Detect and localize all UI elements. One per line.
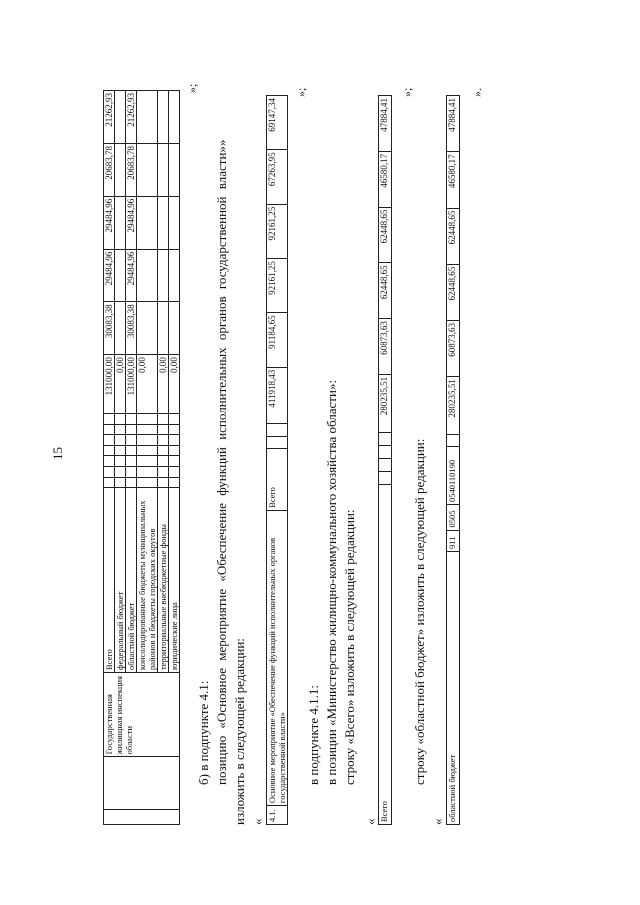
value-cell [115, 143, 126, 196]
paragraph-edit: изложить в следующей редакции: [232, 638, 247, 825]
value-cell: 29484,96 [104, 196, 115, 249]
value-cell [115, 91, 126, 144]
table-cell [115, 424, 126, 435]
empty-cell [267, 436, 288, 449]
table3-closing: »; [400, 87, 414, 97]
table-cell [104, 456, 115, 467]
row-label: федеральный бюджет [115, 488, 126, 673]
value-cell: 30083,38 [126, 302, 137, 355]
value-cell [169, 143, 180, 196]
subitem-b-heading: б) в подпункте 4.1: [196, 680, 211, 785]
table-cell [137, 445, 158, 456]
row-label: Всего [267, 449, 288, 510]
value-cell [169, 196, 180, 249]
table-cell [158, 424, 169, 435]
value-cell: 0,00 [158, 355, 169, 414]
table-cell [137, 414, 158, 425]
table-cell [158, 456, 169, 467]
value-cell [137, 143, 158, 196]
table-main-activity [266, 95, 288, 825]
value-cell: 29484,96 [126, 249, 137, 302]
value-cell: 69147,34 [267, 96, 288, 150]
table-cell [137, 456, 158, 467]
value-cell: 131000,00 [104, 355, 115, 414]
paragraph-regional-budget: строку «областной бюджет» изложить в следующей редакции: [412, 438, 427, 785]
table-cell [169, 467, 180, 478]
table-regional-budget-row [446, 95, 460, 825]
table-inspection [103, 90, 180, 825]
table-cell [169, 424, 180, 435]
table4-open-quote: « [430, 818, 445, 825]
row-label: Всего [379, 485, 392, 825]
table-cell [104, 414, 115, 425]
value-cell: 62448,65 [447, 208, 460, 264]
value-cell: 0,00 [137, 355, 158, 414]
table-cell [104, 477, 115, 488]
value-cell: 0,00 [169, 355, 180, 414]
table-cell [115, 435, 126, 446]
table-cell [126, 414, 137, 425]
value-cell: 280235,51 [379, 374, 392, 432]
table-cell [115, 445, 126, 456]
row-label: областной бюджет [126, 488, 137, 673]
row-label: территориальные внебюджетные фонды [158, 488, 169, 673]
value-cell [158, 143, 169, 196]
value-cell: 29484,96 [126, 196, 137, 249]
value-cell: 62448,65 [379, 207, 392, 263]
value-cell [137, 249, 158, 302]
table-cell [115, 456, 126, 467]
subitem-heading: в подпункте 4.1.1: [306, 685, 321, 785]
row-label: юридические лица [169, 488, 180, 673]
value-cell [115, 196, 126, 249]
table-cell [137, 467, 158, 478]
value-cell [169, 249, 180, 302]
table-total-row [378, 95, 392, 825]
value-cell: 0,00 [115, 355, 126, 414]
table-cell [158, 414, 169, 425]
paragraph-ministry: в позиции «Министерство жилищно-коммунального хозяйства области»: [324, 379, 339, 785]
value-cell [137, 91, 158, 144]
row-label: областной бюджет [447, 552, 460, 825]
table-cell [169, 477, 180, 488]
table2-closing: »; [294, 87, 308, 97]
table-cell [158, 467, 169, 478]
table-cell [158, 445, 169, 456]
value-cell: 91184,65 [267, 313, 288, 367]
table-cell [115, 414, 126, 425]
table-cell [158, 477, 169, 488]
value-cell: 20683,78 [104, 143, 115, 196]
table-cell [137, 477, 158, 488]
code-cell: 0505 [447, 505, 460, 531]
value-cell [115, 249, 126, 302]
table2-open-quote: « [250, 818, 265, 825]
value-cell [158, 302, 169, 355]
value-cell: 21262,93 [104, 91, 115, 144]
value-cell: 67263,95 [267, 150, 288, 204]
value-cell: 62448,65 [447, 264, 460, 320]
value-cell [169, 91, 180, 144]
table-cell [104, 757, 180, 810]
value-cell: 46580,17 [379, 151, 392, 207]
empty-cell [379, 432, 392, 445]
value-cell [169, 302, 180, 355]
activity-name: Основное мероприятие «Обеспечение функций исполнительных органов государственной власти» [267, 510, 288, 805]
table-cell [158, 435, 169, 446]
agency-name: Государственная жилищная инспекция области [104, 672, 180, 756]
value-cell [137, 196, 158, 249]
value-cell: 92161,25 [267, 259, 288, 313]
table-cell [126, 467, 137, 478]
value-cell [158, 196, 169, 249]
empty-cell [379, 472, 392, 485]
value-cell: 131000,00 [126, 355, 137, 414]
row-label: Всего [104, 488, 115, 673]
page-number: 15 [50, 447, 65, 460]
empty-cell [379, 445, 392, 458]
value-cell: 280235,51 [447, 377, 460, 435]
value-cell: 60873,63 [447, 321, 460, 377]
code-cell: 911 [447, 530, 460, 551]
table1-closing: »; [185, 83, 199, 93]
table-cell [169, 414, 180, 425]
value-cell [137, 302, 158, 355]
table-cell [126, 424, 137, 435]
paragraph-position: позицию «Основное мероприятие «Обеспечение функций исполнительных органов государственной власти»» [214, 139, 229, 785]
table-body [104, 91, 180, 825]
empty-cell [379, 459, 392, 472]
value-cell [158, 249, 169, 302]
code-cell: 0540110190 [447, 446, 460, 504]
row-number: 4.1. [267, 806, 288, 825]
paragraph-total-row: строку «Всего» изложить в следующей редакции: [342, 509, 357, 785]
table-cell [115, 477, 126, 488]
table-cell [104, 424, 115, 435]
value-cell [158, 91, 169, 144]
table-cell [104, 467, 115, 478]
table-cell [126, 445, 137, 456]
value-cell: 21262,93 [126, 91, 137, 144]
table-cell [126, 477, 137, 488]
table-cell [126, 456, 137, 467]
value-cell: 92161,25 [267, 204, 288, 258]
table-cell [104, 435, 115, 446]
table-row [379, 96, 392, 825]
table-cell [115, 467, 126, 478]
table-cell [104, 445, 115, 456]
value-cell: 29484,96 [104, 249, 115, 302]
value-cell: 60873,63 [379, 319, 392, 375]
value-cell: 47884,41 [447, 96, 460, 152]
table-cell [137, 435, 158, 446]
empty-cell [267, 424, 288, 437]
empty-cell [447, 435, 460, 446]
table-cell [169, 445, 180, 456]
row-label: консолидированные бюджеты муниципальных районов и бюджеты городских округов [137, 488, 158, 673]
value-cell: 20683,78 [126, 143, 137, 196]
table-cell [169, 435, 180, 446]
value-cell [115, 302, 126, 355]
table-row [104, 91, 115, 825]
value-cell: 411918,43 [267, 367, 288, 423]
table-cell [169, 456, 180, 467]
value-cell: 30083,38 [104, 302, 115, 355]
table-cell [137, 424, 158, 435]
table-cell [126, 435, 137, 446]
table-row [447, 96, 460, 825]
table-cell [104, 810, 180, 825]
table4-closing: ». [470, 88, 484, 97]
table-row [267, 96, 288, 825]
table3-open-quote: « [363, 818, 378, 825]
value-cell: 62448,65 [379, 263, 392, 319]
value-cell: 46580,17 [447, 152, 460, 208]
value-cell: 47884,41 [379, 96, 392, 152]
